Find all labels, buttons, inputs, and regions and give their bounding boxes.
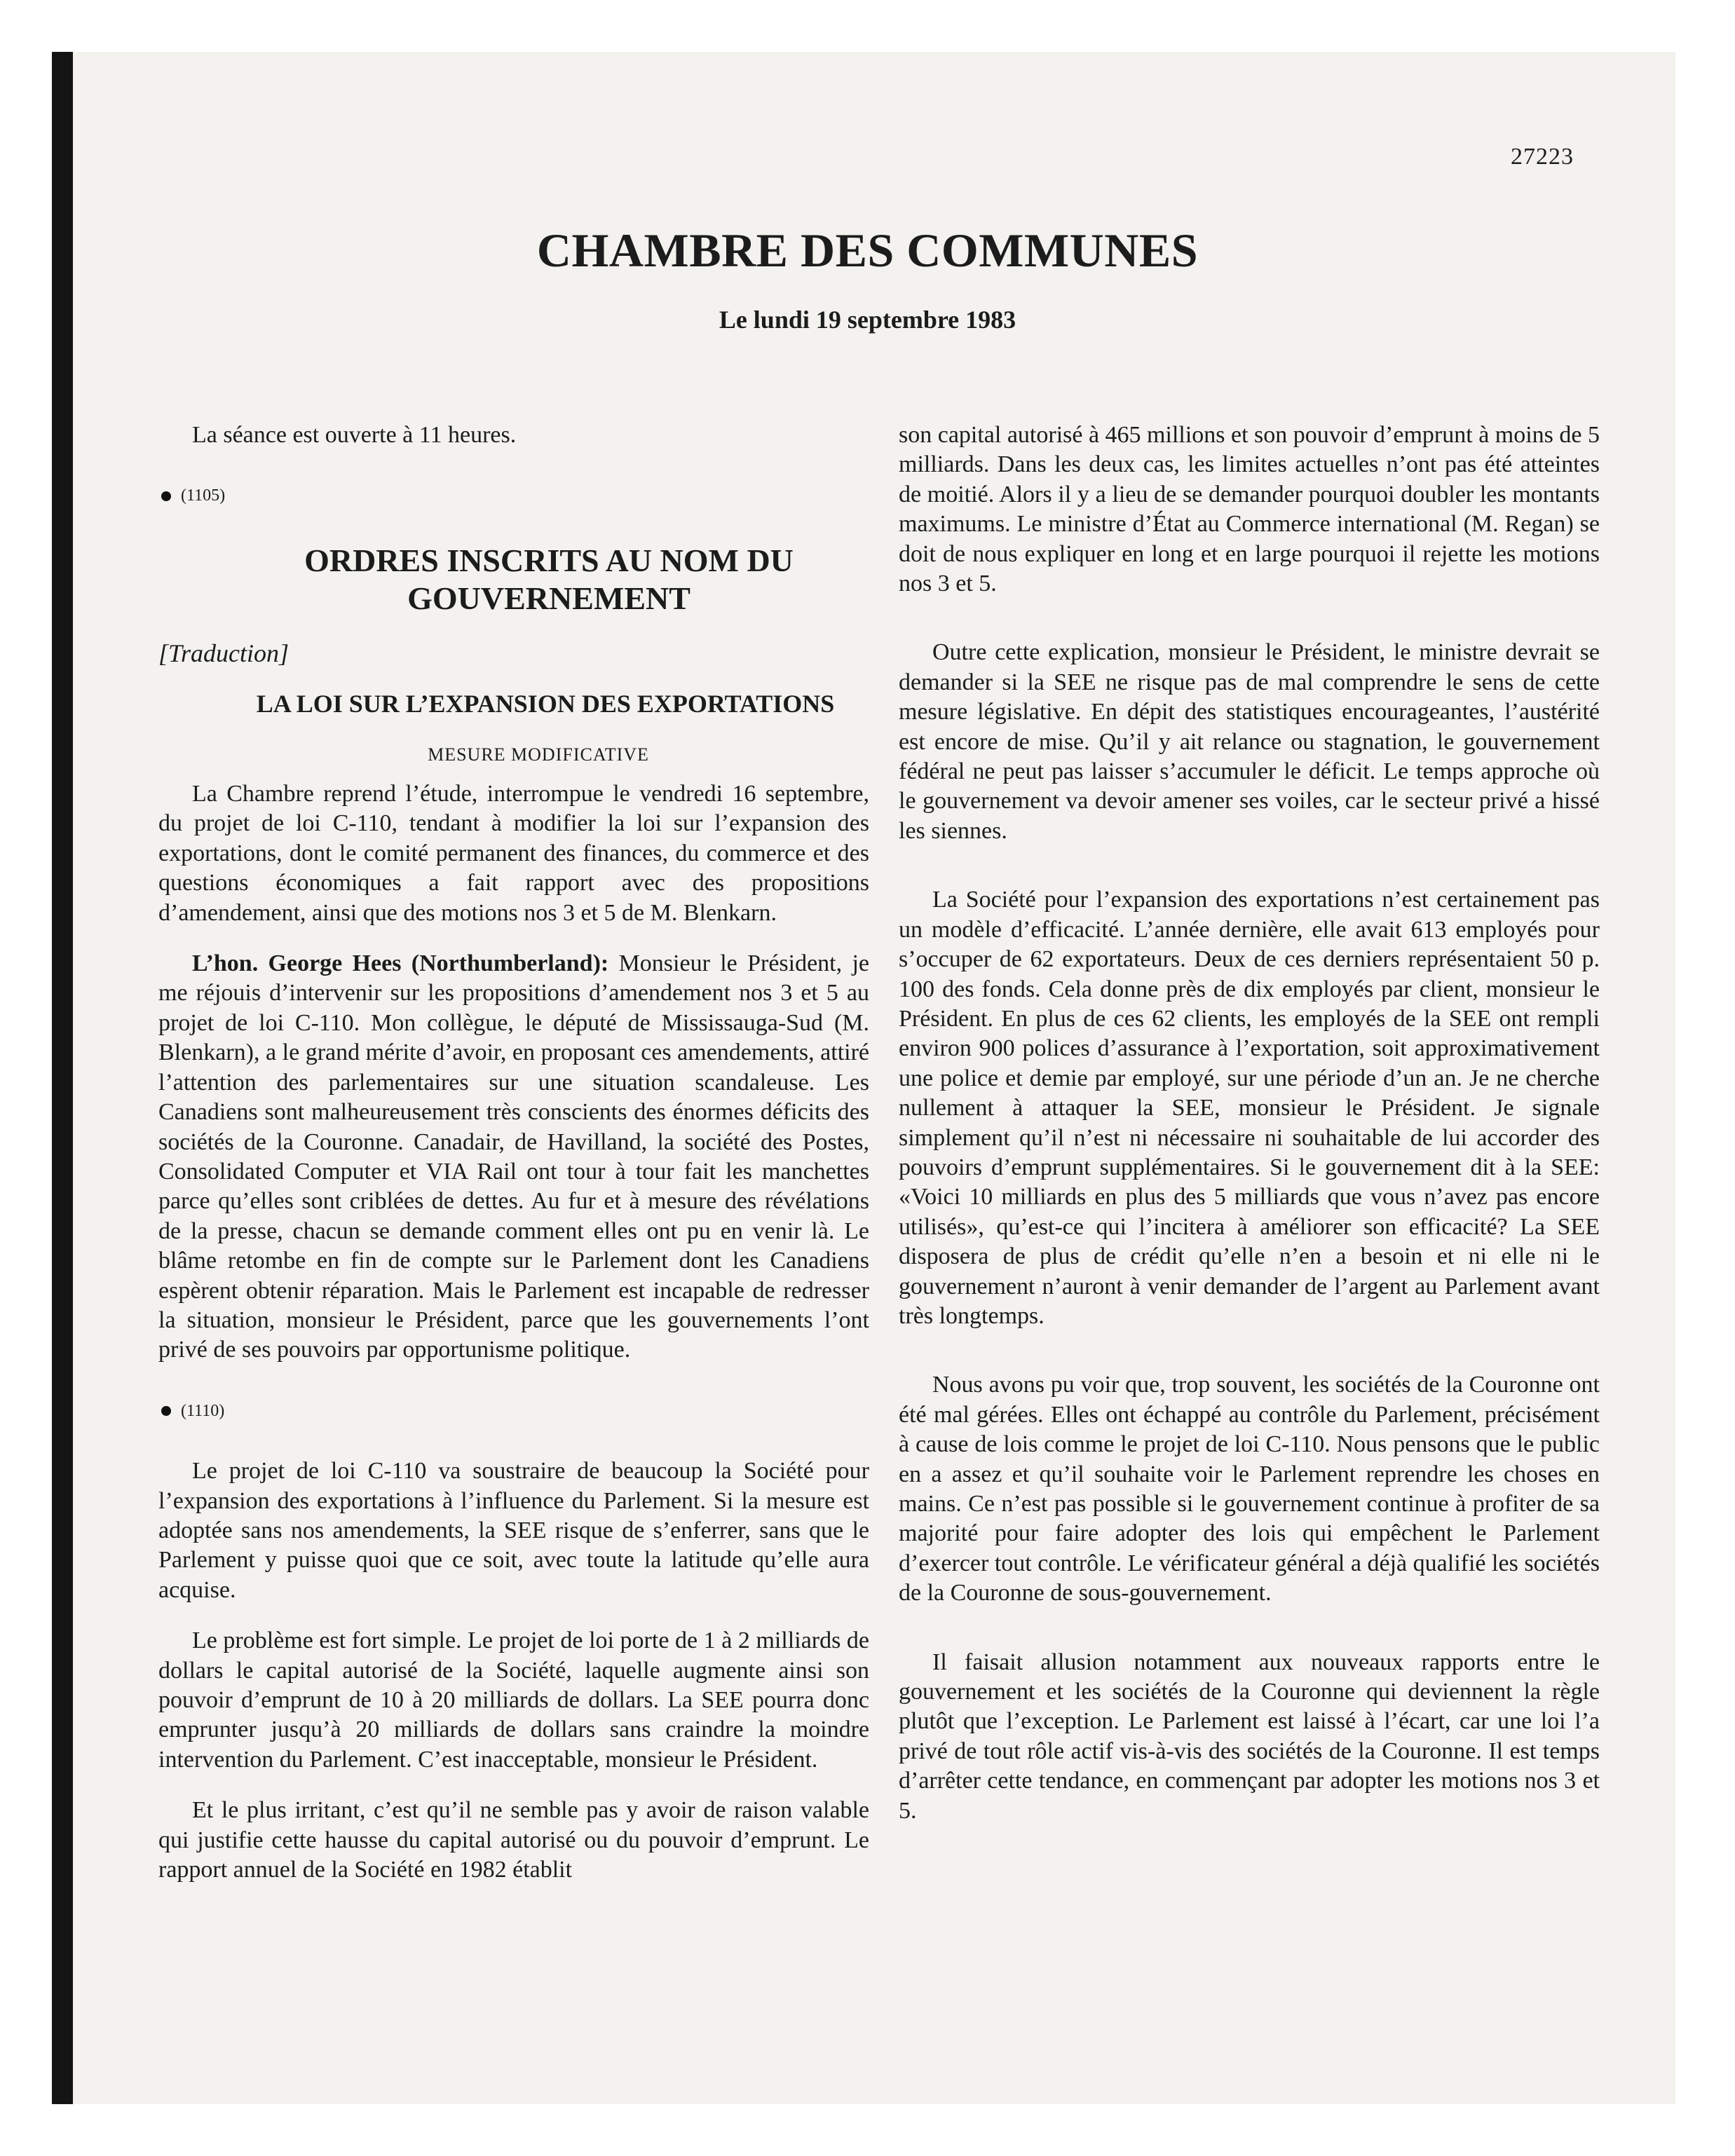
speaker-name: L’hon. George Hees (Northumberland): xyxy=(192,950,609,977)
sitting-date: Le lundi 19 septembre 1983 xyxy=(719,306,1016,334)
speech-paragraph: La Société pour l’expansion des exportations n’est certainement pas un modèle d’efficacité. L’année dernière, elle avait 613 employés pour s’occuper de 62 exportateurs. Deux de ces derniers représentaient 50 p. 100 des fonds. Cela donne près de dix employés par client, monsieur le Président. En plus de ces 62 clients, les employés de la SEE ont rempli environ 900 polices d’assurance à l’exportation, soit approximativement une police et demie par employé, sur une période d’un an. Je ne cherche nullement à attaquer la SEE, monsieur le Président. Je signale simplement qu’il n’est ni nécessaire ni souhaitable de lui accorder des pouvoirs d’emprunt supplémentaires. Si le gouvernement dit à la SEE: «Voici 10 milliards en plus des 5 milliards que vous n’avez pas encore utilisés», qu’est-ce qui l’incitera à améliorer son efficacité? La SEE disposera de plus de crédit qu’elle n’en a besoin et ni elle ni le gouvernement n’auront à venir demander de l’argent au Parlement avant très longtemps. xyxy=(899,887,1600,1329)
speech-paragraph: Il faisait allusion notamment aux nouveaux rapports entre le gouvernement et les sociétés de la Couronne qui deviennent la règle plutôt que l’exception. Le Parlement est laissé à l’écart, car une loi l’a privé de tout rôle actif vis-à-vis des sociétés de la Couronne. Il est temps d’arrêter cette tendance, en commençant par adopter les motions nos 3 et 5. xyxy=(899,1649,1600,1824)
time-marker-label: (1105) xyxy=(181,486,226,505)
time-marker xyxy=(158,481,869,510)
speech-paragraph: Outre cette explication, monsieur le Président, le ministre devrait se demander si la SEE ne risque pas de mal comprendre le sens de cette mesure législative. En dépit des statistiques encourageantes, l’austérité est encore de mise. Qu’il y ait relance ou stagnation, le gouvernement fédéral ne peut pas laisser s’accumuler le déficit. Le temps approche où le gouvernement va devoir amener ses voiles, car le secteur privé a hissé les siennes. xyxy=(899,639,1600,844)
subsection-title: LA LOI SUR L’EXPANSION DES EXPORTATIONS xyxy=(256,690,835,718)
speech-paragraph: Et le plus irritant, c’est qu’il ne semble pas y avoir de raison valable qui justifie cette hausse du capital autorisé ou du pouvoir d’emprunt. Le rapport annuel de la Société en 1982 établit xyxy=(158,1797,869,1883)
translation-note: [Traduction] xyxy=(158,639,290,667)
page-title: CHAMBRE DES COMMUNES xyxy=(536,224,1199,277)
left-column xyxy=(158,421,869,1885)
speech-paragraph xyxy=(158,949,869,1365)
bullet-icon xyxy=(161,491,171,501)
speech-text: Monsieur le Président, je me réjouis d’intervenir sur les propositions d’amendement nos 3 et 5 au projet de loi C-110. Mon collègue, le député de Mississauga-Sud (M. Blenkarn), a le grand mérite d’avoir, en proposant ces amendements, attiré l’attention des parlementaires sur une situation scandaleuse. Les Canadiens sont malheureusement très conscients des énormes déficits des sociétés de la Couronne. Canadair, de Havilland, la société des Postes, Consolidated Computer et VIA Rail ont tour à tour fait les manchettes parce qu’elles sont criblées de dettes. Au fur et à mesure des révélations de la presse, chacun se demande comment elles ont pu en venir là. Le blâme retombe en fin de compte sur le Parlement dont les Canadiens espèrent obtenir réparation. Mais le Parlement est incapable de redresser la situation, monsieur le Président, parce que les gouvernements l’ont privé de ses pouvoirs par opportunisme politique. xyxy=(158,950,870,1363)
speech-paragraph: Le projet de loi C-110 va soustraire de beaucoup la Société pour l’expansion des exportations à l’influence du Parlement. Si la mesure est adoptée sans nos amendements, la SEE risque de s’enferrer, sans que le Parlement y puisse quoi que ce soit, avec toute la latitude qu’elle aura acquise. xyxy=(158,1458,869,1603)
sub-subtitle: MESURE MODIFICATIVE xyxy=(428,744,649,765)
opening-statement: La séance est ouverte à 11 heures. xyxy=(192,422,517,448)
speech-paragraph: Le problème est fort simple. Le projet de loi porte de 1 à 2 milliards de dollars le capital autorisé de la Société, laquelle augmente ainsi son pouvoir d’emprunt de 10 à 20 milliards de dollars. La SEE pourra donc emprunter jusqu’à 20 milliards de dollars sans craindre la moindre intervention du Parlement. C’est inacceptable, monsieur le Président. xyxy=(158,1628,869,1773)
time-marker xyxy=(158,1396,869,1426)
time-marker-label: (1110) xyxy=(181,1401,225,1420)
speech-paragraph: Nous avons pu voir que, trop souvent, les sociétés de la Couronne ont été mal gérées. Elles ont échappé au contrôle du Parlement, précisément à cause de lois comme le projet de loi C-110. Nous pensons que le public en a assez et qu’il souhaite voir le Parlement reprendre les choses en mains. Ce n’est pas possible si le gouvernement continue à profiter de sa majorité pour faire adopter des lois qui empêchent le Parlement d’exercer tout contrôle. Le vérificateur général a déjà qualifié les sociétés de la Couronne de sous-gouvernement. xyxy=(899,1372,1600,1606)
right-column xyxy=(899,421,1600,1826)
speech-paragraph: son capital autorisé à 465 millions et son pouvoir d’emprunt à moins de 5 milliards. Dans les deux cas, les limites actuelles n’ont pas été atteintes de moitié. Alors il y a lieu de se demander pourquoi doubler les montants maximums. Le ministre d’État au Commerce international (M. Regan) se doit de nous expliquer en long et en large pourquoi il rejette les motions nos 3 et 5. xyxy=(899,422,1600,597)
section-title: ORDRES INSCRITS AU NOM DU GOUVERNEMENT xyxy=(304,542,794,616)
scan-binding-edge xyxy=(52,52,73,2104)
bullet-icon xyxy=(161,1406,171,1416)
page-number: 27223 xyxy=(1511,144,1574,170)
intro-paragraph: La Chambre reprend l’étude, interrompue le vendredi 16 septembre, du projet de loi C-110, tendant à modifier la loi sur l’expansion des exportations, dont le comité permanent des finances, du commerce et des questions économiques a fait rapport avec des propositions d’amendement, ainsi que des motions nos 3 et 5 de M. Blenkarn. xyxy=(158,781,869,926)
